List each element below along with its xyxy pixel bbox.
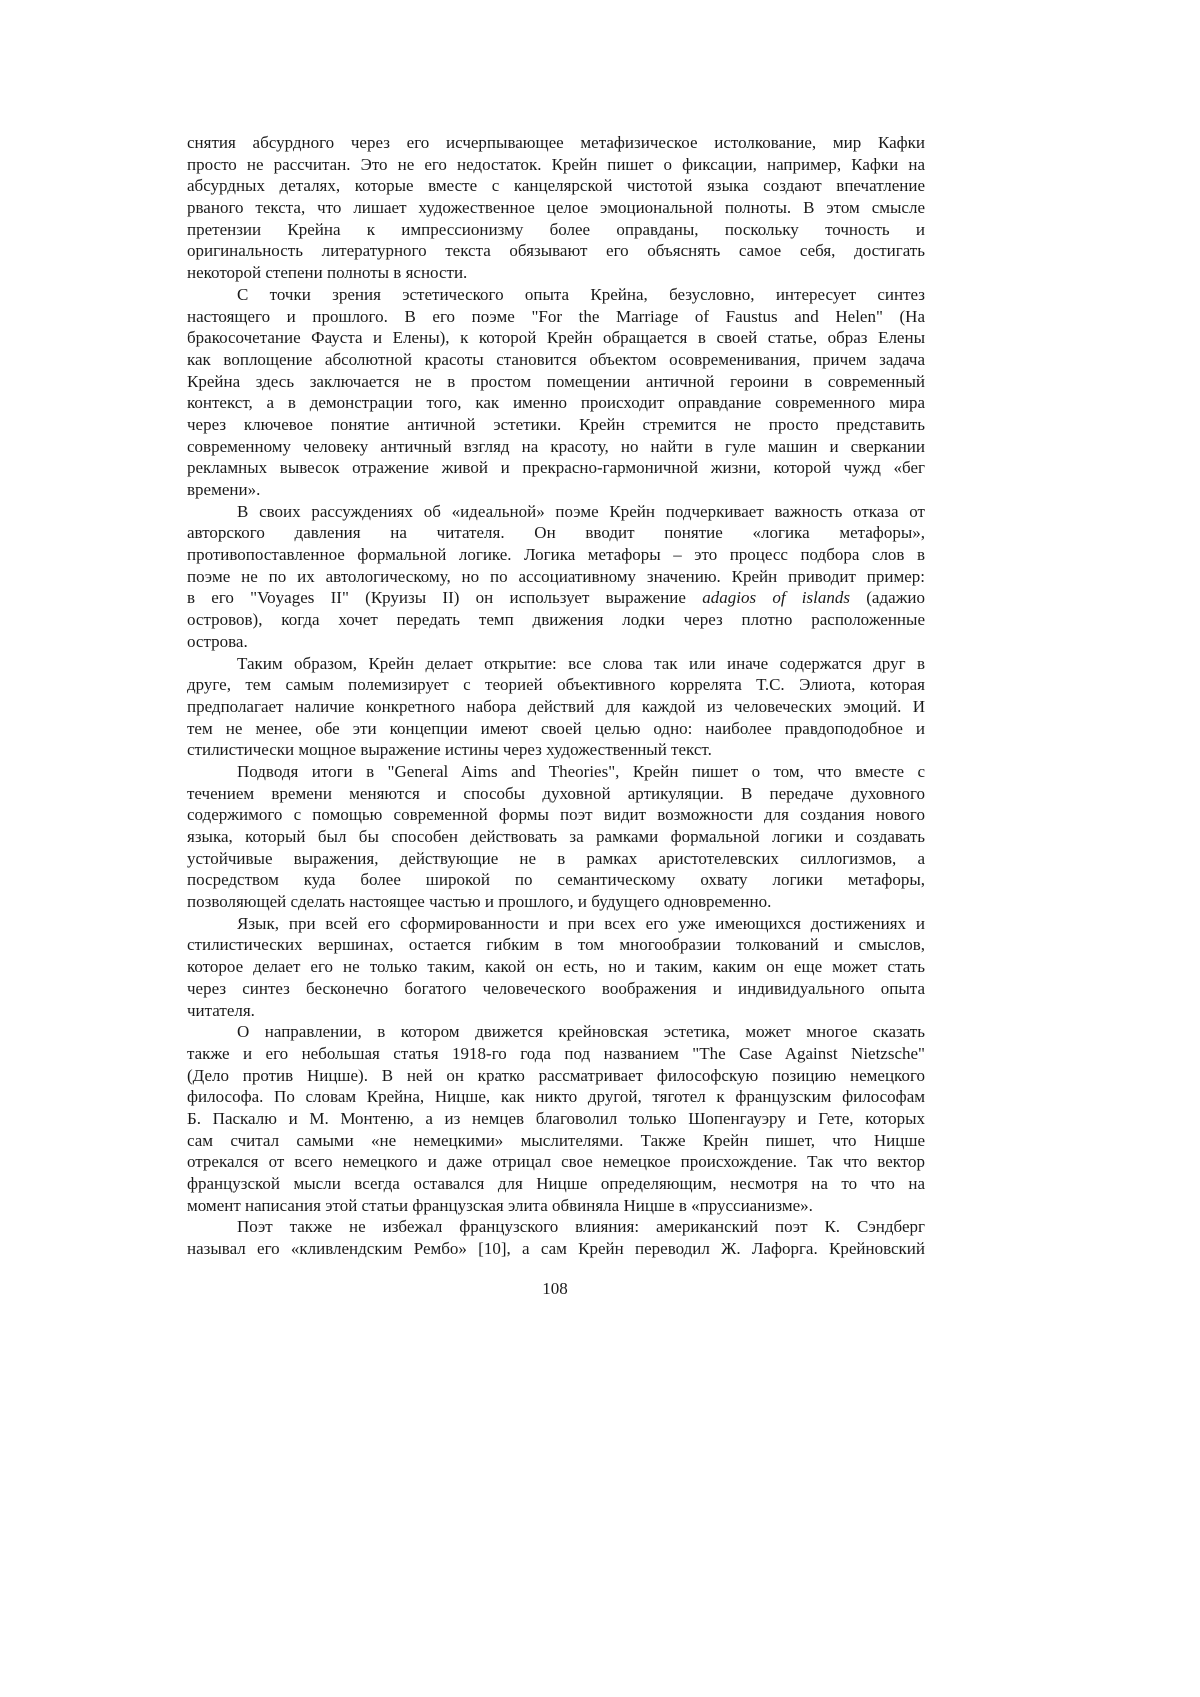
text-line: сам считал самыми «не немецкими» мыслителями. Также Крейн пишет, что Ницше (187, 1130, 925, 1152)
paragraph (187, 1021, 925, 1216)
text-line: островов), когда хочет передать темп движения лодки через плотно расположенные (187, 609, 925, 631)
text-line: современному человеку античный взгляд на красоту, но найти в гуле машин и сверкании (187, 436, 925, 458)
text-line: претензии Крейна к импрессионизму более оправданы, поскольку точность и (187, 219, 925, 241)
text-line: поэме не по их автологическому, но по ассоциативному значению. Крейн приводит пример: (187, 566, 925, 588)
text-line: Язык, при всей его сформированности и при всех его уже имеющихся достижениях и (187, 913, 925, 935)
text-line: предполагает наличие конкретного набора действий для каждой из человеческих эмоций. И (187, 696, 925, 718)
text-line: французской мысли всегда оставался для Ницше определяющим, несмотря на то что на (187, 1173, 925, 1195)
paragraph (187, 501, 925, 653)
text-line: через ключевое понятие античной эстетики. Крейн стремится не просто представить (187, 414, 925, 436)
text-line: острова. (187, 631, 925, 653)
text-line: называл его «кливлендским Рембо» [10], а сам Крейн переводил Ж. Лафорга. Крейновский (187, 1238, 925, 1260)
text-line: посредством куда более широкой по семантическому охвату логики метафоры, (187, 869, 925, 891)
text-line: оригинальность литературного текста обязывают его объяснять самое себя, достигать (187, 240, 925, 262)
text-line: абсурдных деталях, которые вместе с канцелярской чистотой языка создают впечатление (187, 175, 925, 197)
text-line: философа. По словам Крейна, Ницше, как никто другой, тяготел к французским философам (187, 1086, 925, 1108)
italic-phrase: adagios of islands (702, 588, 850, 607)
text-line: друге, тем самым полемизирует с теорией объективного коррелята Т.С. Элиота, которая (187, 674, 925, 696)
text-line: устойчивые выражения, действующие не в рамках аристотелевских силлогизмов, а (187, 848, 925, 870)
text-segment: (адажио (850, 588, 925, 607)
text-line: стилистических вершинах, остается гибким в том многообразии толкований и смыслов, (187, 934, 925, 956)
text-line: отрекался от всего немецкого и даже отрицал свое немецкое происхождение. Так что вектор (187, 1151, 925, 1173)
page-number: 108 (0, 1279, 1110, 1299)
text-line: противопоставленное формальной логике. Логика метафоры – это процесс подбора слов в (187, 544, 925, 566)
text-line: рваного текста, что лишает художественное целое эмоциональной полноты. В этом смысле (187, 197, 925, 219)
text-line: как воплощение абсолютной красоты становится объектом осовременивания, причем задача (187, 349, 925, 371)
text-line: времени». (187, 479, 925, 501)
text-line: языка, который был бы способен действовать за рамками формальной логики и создавать (187, 826, 925, 848)
paragraph (187, 913, 925, 1021)
text-line: авторского давления на читателя. Он вводит понятие «логика метафоры», (187, 522, 925, 544)
paragraph (187, 1216, 925, 1259)
text-line: содержимого с помощью современной формы поэт видит возможности для создания нового (187, 804, 925, 826)
text-line: позволяющей сделать настоящее частью и прошлого, и будущего одновременно. (187, 891, 925, 913)
text-line: бракосочетание Фауста и Елены), к которой Крейн обращается в своей статье, образ Елены (187, 327, 925, 349)
text-line: Б. Паскалю и М. Монтеню, а из немцев благоволил только Шопенгауэру и Гете, которых (187, 1108, 925, 1130)
text-line: просто не рассчитан. Это не его недостаток. Крейн пишет о фиксации, например, Кафки на (187, 154, 925, 176)
text-line: Поэт также не избежал французского влияния: американский поэт К. Сэндберг (187, 1216, 925, 1238)
text-line: Подводя итоги в "General Aims and Theories", Крейн пишет о том, что вместе с (187, 761, 925, 783)
text-line: Крейна здесь заключается не в простом помещении античной героини в современный (187, 371, 925, 393)
text-line: О направлении, в котором движется крейновская эстетика, может многое сказать (187, 1021, 925, 1043)
paragraph (187, 132, 925, 284)
text-line: момент написания этой статьи французская элита обвиняла Ницше в «пруссианизме». (187, 1195, 925, 1217)
text-line: также и его небольшая статья 1918-го года под названием "The Case Against Nietzsche" (187, 1043, 925, 1065)
text-line: через синтез бесконечно богатого человеческого воображения и индивидуального опыта (187, 978, 925, 1000)
text-line: контекст, а в демонстрации того, как именно происходит оправдание современного мира (187, 392, 925, 414)
text-line: снятия абсурдного через его исчерпывающее метафизическое истолкование, мир Кафки (187, 132, 925, 154)
text-line: рекламных вывесок отражение живой и прекрасно-гармоничной жизни, которой чужд «бег (187, 457, 925, 479)
text-line (187, 587, 925, 609)
text-line: тем не менее, обе эти концепции имеют своей целью одно: наиболее правдоподобное и (187, 718, 925, 740)
text-line: В своих рассуждениях об «идеальной» поэме Крейн подчеркивает важность отказа от (187, 501, 925, 523)
text-line: стилистически мощное выражение истины через художественный текст. (187, 739, 925, 761)
text-line: читателя. (187, 1000, 925, 1022)
text-line: Таким образом, Крейн делает открытие: все слова так или иначе содержатся друг в (187, 653, 925, 675)
paragraph (187, 653, 925, 761)
text-line: (Дело против Ницше). В ней он кратко рассматривает философскую позицию немецкого (187, 1065, 925, 1087)
text-line: которое делает его не только таким, какой он есть, но и таким, каким он еще может стать (187, 956, 925, 978)
paragraph (187, 761, 925, 913)
document-body (187, 132, 925, 1260)
text-line: С точки зрения эстетического опыта Крейна, безусловно, интересует синтез (187, 284, 925, 306)
paragraph (187, 284, 925, 501)
text-segment: в его "Voyages II" (Круизы II) он использует выражение (187, 588, 702, 607)
text-line: некоторой степени полноты в ясности. (187, 262, 925, 284)
text-line: настоящего и прошлого. В его поэме "For the Marriage of Faustus and Helen" (На (187, 306, 925, 328)
text-line: течением времени меняются и способы духовной артикуляции. В передаче духовного (187, 783, 925, 805)
